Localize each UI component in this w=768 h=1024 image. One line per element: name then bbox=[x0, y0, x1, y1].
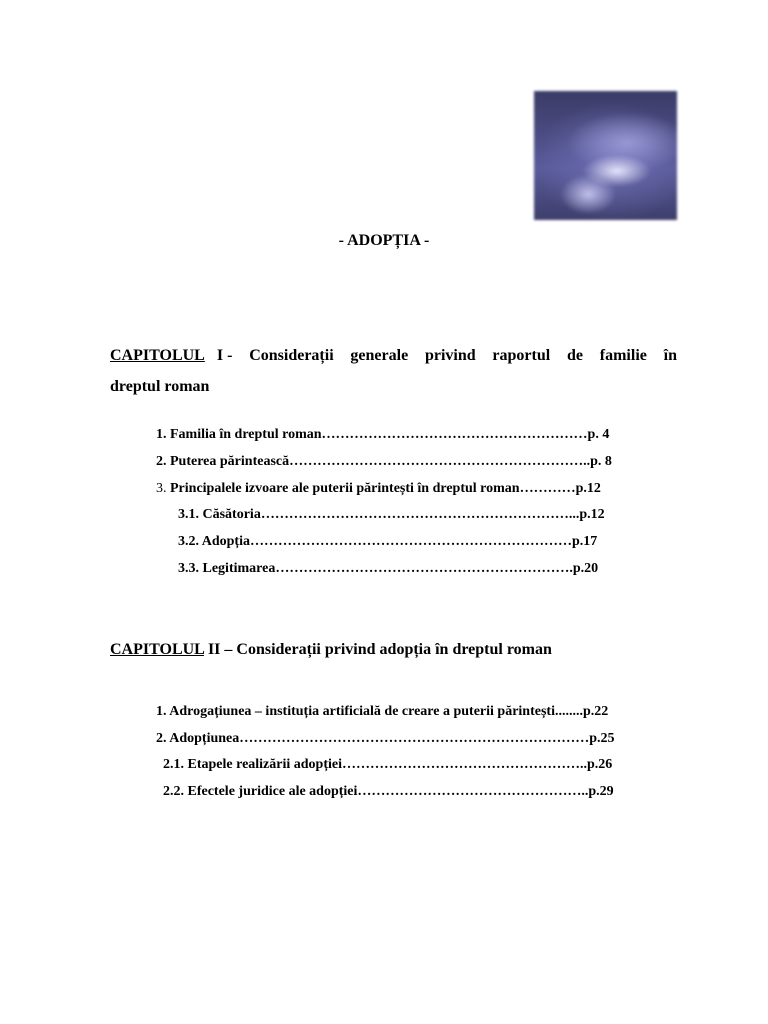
toc-entry-number: 3. bbox=[156, 481, 167, 496]
toc-entry bbox=[156, 481, 601, 497]
chapter-2-title: II – Considerații privind adopția în dreptul roman bbox=[203, 641, 552, 658]
chapter-2-heading bbox=[110, 641, 552, 659]
toc-entry: 1. Adrogațiunea – instituția artificială de creare a puterii părintești........p.22 bbox=[156, 704, 609, 719]
chapter-1-word: de bbox=[566, 347, 583, 364]
chapter-2-prefix: CAPITOLUL bbox=[110, 641, 204, 658]
chapter-1-prefix: CAPITOLUL bbox=[110, 347, 205, 364]
toc-entry: 2. Adopțiunea…………………………………………………………………p.25 bbox=[156, 731, 615, 746]
document-title: - ADOPȚIA - bbox=[338, 232, 430, 249]
toc-subentry: 2.2. Efectele juridice ale adopției…………………………………………..p.29 bbox=[163, 784, 614, 799]
chapter-1-number: I - bbox=[216, 347, 233, 364]
toc-entry: 1. Familia în dreptul roman…………………………………………………p. 4 bbox=[156, 427, 610, 442]
chapter-1-word: familie bbox=[599, 347, 647, 364]
toc-entry: 2. Puterea părintească………………………………………………………..p. 8 bbox=[156, 454, 612, 469]
toc-subentry: 3.1. Căsătoria…………………………………………………………...p.12 bbox=[178, 507, 605, 522]
chapter-1-word: privind bbox=[424, 347, 476, 364]
toc-subentry: 3.2. Adopția……………………………………………………………p.17 bbox=[178, 534, 598, 549]
toc-subentry: 3.3. Legitimarea……………………………………………………….p.20 bbox=[178, 561, 599, 576]
chapter-1-word: generale bbox=[350, 347, 409, 364]
chapter-1-heading bbox=[110, 347, 677, 365]
chapter-1-word: raportul bbox=[492, 347, 551, 364]
cover-image bbox=[534, 91, 677, 220]
chapter-1-word: Considerații bbox=[249, 347, 334, 364]
chapter-1-heading-continued: dreptul roman bbox=[110, 378, 210, 395]
chapter-1-word: în bbox=[663, 347, 677, 364]
toc-entry-text: Principalele izvoare ale puterii părintești în dreptul roman…………p.12 bbox=[166, 481, 601, 496]
chapter-1-label bbox=[110, 347, 232, 365]
toc-subentry: 2.1. Etapele realizării adopției……………………………………………..p.26 bbox=[163, 757, 613, 772]
